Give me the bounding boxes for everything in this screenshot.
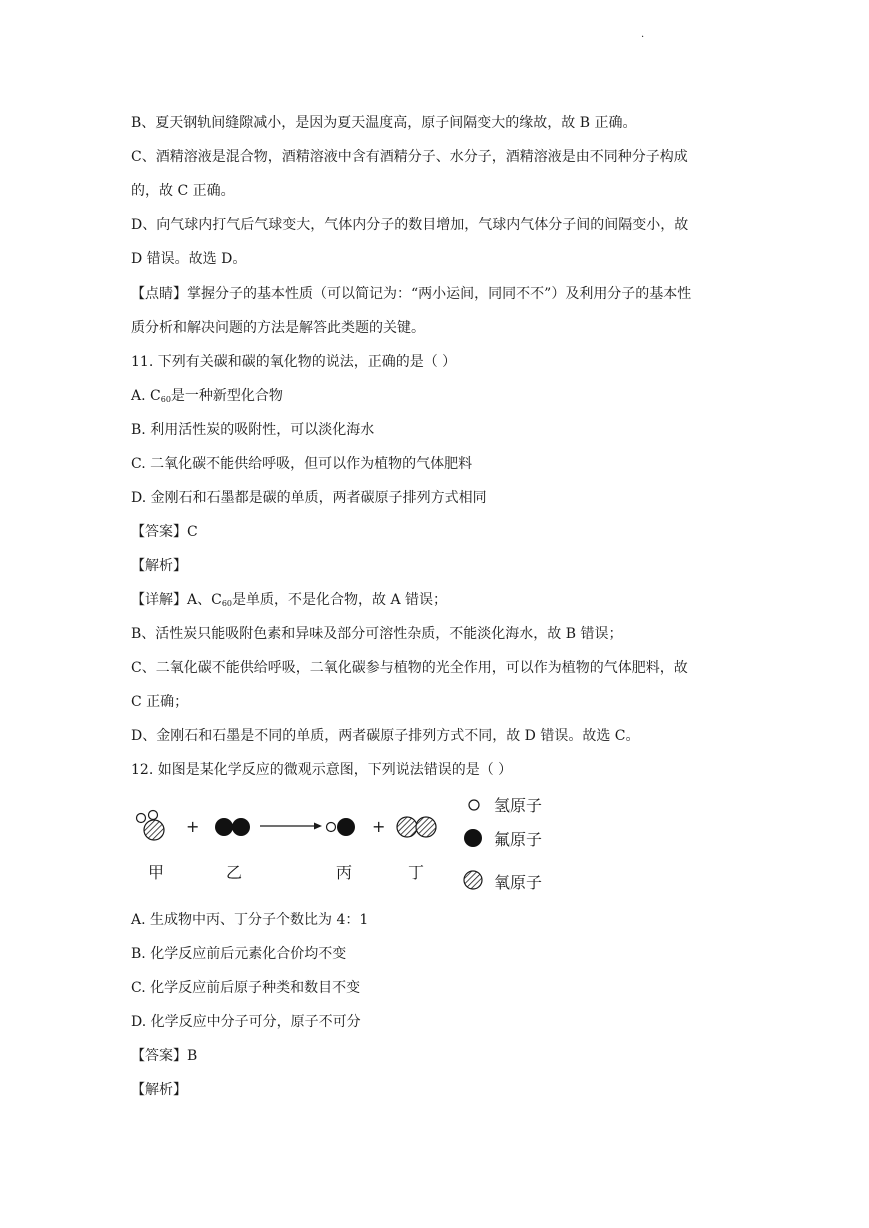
detail-prefix: 【详解】A、C xyxy=(131,592,222,608)
text-line: 的，故 C 正确。 xyxy=(131,183,235,199)
q11-detail-b: B、活性炭只能吸附色素和异味及部分可溶性杂质，不能淡化海水，故 B 错误； xyxy=(131,626,623,642)
q12-option-d: D. 化学反应中分子可分，原子不可分 xyxy=(131,1014,361,1030)
tip-line: 质分析和解决问题的方法是解答此类题的关键。 xyxy=(131,320,425,336)
reaction-diagram xyxy=(128,790,558,900)
q11-option-a xyxy=(131,387,283,409)
legend-fluorine-label: 氟原子 xyxy=(494,830,543,849)
q12-option-a: A. 生成物中丙、丁分子个数比为 4：1 xyxy=(131,912,369,928)
subscript-60: 60 xyxy=(221,599,233,608)
q11-detail-c: C、二氧化碳不能供给呼吸，二氧化碳参与植物的光全作用，可以作为植物的气体肥料，故 xyxy=(131,660,688,676)
q11-analysis: 【解析】 xyxy=(131,558,187,574)
molecule-bing xyxy=(327,818,356,836)
detail-text: 是单质，不是化合物，故 A 错误； xyxy=(232,592,448,608)
text-line: B、夏天钢轨间缝隙减小，是因为夏天温度高，原子间隔变大的缘故，故 B 正确。 xyxy=(131,115,637,131)
label-yi: 乙 xyxy=(226,863,243,882)
question-12-stem: 12. 如图是某化学反应的微观示意图，下列说法错误的是（ ） xyxy=(131,762,513,778)
legend xyxy=(464,796,542,892)
hydrogen-atom xyxy=(149,811,158,820)
q11-detail-d: D、金刚石和石墨是不同的单质，两者碳原子排列方式不同，故 D 错误。故选 C。 xyxy=(131,728,640,744)
q11-answer: 【答案】C xyxy=(131,524,198,540)
option-a-text: 是一种新型化合物 xyxy=(170,388,283,404)
legend-hydrogen-label: 氢原子 xyxy=(494,796,543,815)
subscript-60: 60 xyxy=(160,395,171,404)
label-jia: 甲 xyxy=(148,863,165,882)
q12-option-c: C. 化学反应前后原子种类和数目不变 xyxy=(131,980,361,996)
legend-fluorine-icon xyxy=(464,829,482,847)
oxygen-atom xyxy=(144,820,164,840)
plus-sign: + xyxy=(372,817,386,836)
page-dot: . xyxy=(641,29,645,40)
legend-hydrogen-icon xyxy=(469,800,479,810)
tip-line: 【点睛】掌握分子的基本性质（可以简记为：“两小运间，同同不不”）及利用分子的基本性 xyxy=(131,286,692,302)
legend-oxygen-icon xyxy=(464,871,482,889)
hydrogen-atom xyxy=(327,823,336,832)
label-ding: 丁 xyxy=(408,863,425,882)
option-a-prefix: A. C xyxy=(131,388,161,404)
q11-option-c: C. 二氧化碳不能供给呼吸，但可以作为植物的气体肥料 xyxy=(131,456,473,472)
molecule-jia xyxy=(137,811,165,841)
hydrogen-atom xyxy=(137,814,146,823)
fluorine-atom xyxy=(215,818,233,836)
question-11-stem: 11. 下列有关碳和碳的氧化物的说法，正确的是（ ） xyxy=(131,354,457,370)
q11-detail-c-cont: C 正确； xyxy=(131,694,189,710)
plus-sign: + xyxy=(186,817,200,836)
q12-analysis: 【解析】 xyxy=(131,1082,187,1098)
molecule-yi xyxy=(215,818,250,836)
label-bing: 丙 xyxy=(336,863,353,882)
oxygen-atom xyxy=(416,817,436,837)
text-line: D 错误。故选 D。 xyxy=(131,251,247,267)
q12-option-b: B. 化学反应前后元素化合价均不变 xyxy=(131,946,347,962)
text-line: D、向气球内打气后气球变大，气体内分子的数目增加，气球内气体分子间的间隔变小，故 xyxy=(131,217,689,233)
molecule-ding xyxy=(397,817,436,837)
q11-detail xyxy=(131,591,447,613)
fluorine-atom xyxy=(232,818,250,836)
legend-oxygen-label: 氧原子 xyxy=(494,873,543,892)
oxygen-atom xyxy=(397,817,417,837)
q12-answer: 【答案】B xyxy=(131,1048,198,1064)
q11-option-b: B. 利用活性炭的吸附性，可以淡化海水 xyxy=(131,422,375,438)
q11-option-d: D. 金刚石和石墨都是碳的单质，两者碳原子排列方式相同 xyxy=(131,490,487,506)
text-line: C、酒精溶液是混合物，酒精溶液中含有酒精分子、水分子，酒精溶液是由不同种分子构成 xyxy=(131,149,688,165)
fluorine-atom xyxy=(337,818,355,836)
reaction-arrow xyxy=(260,823,322,830)
